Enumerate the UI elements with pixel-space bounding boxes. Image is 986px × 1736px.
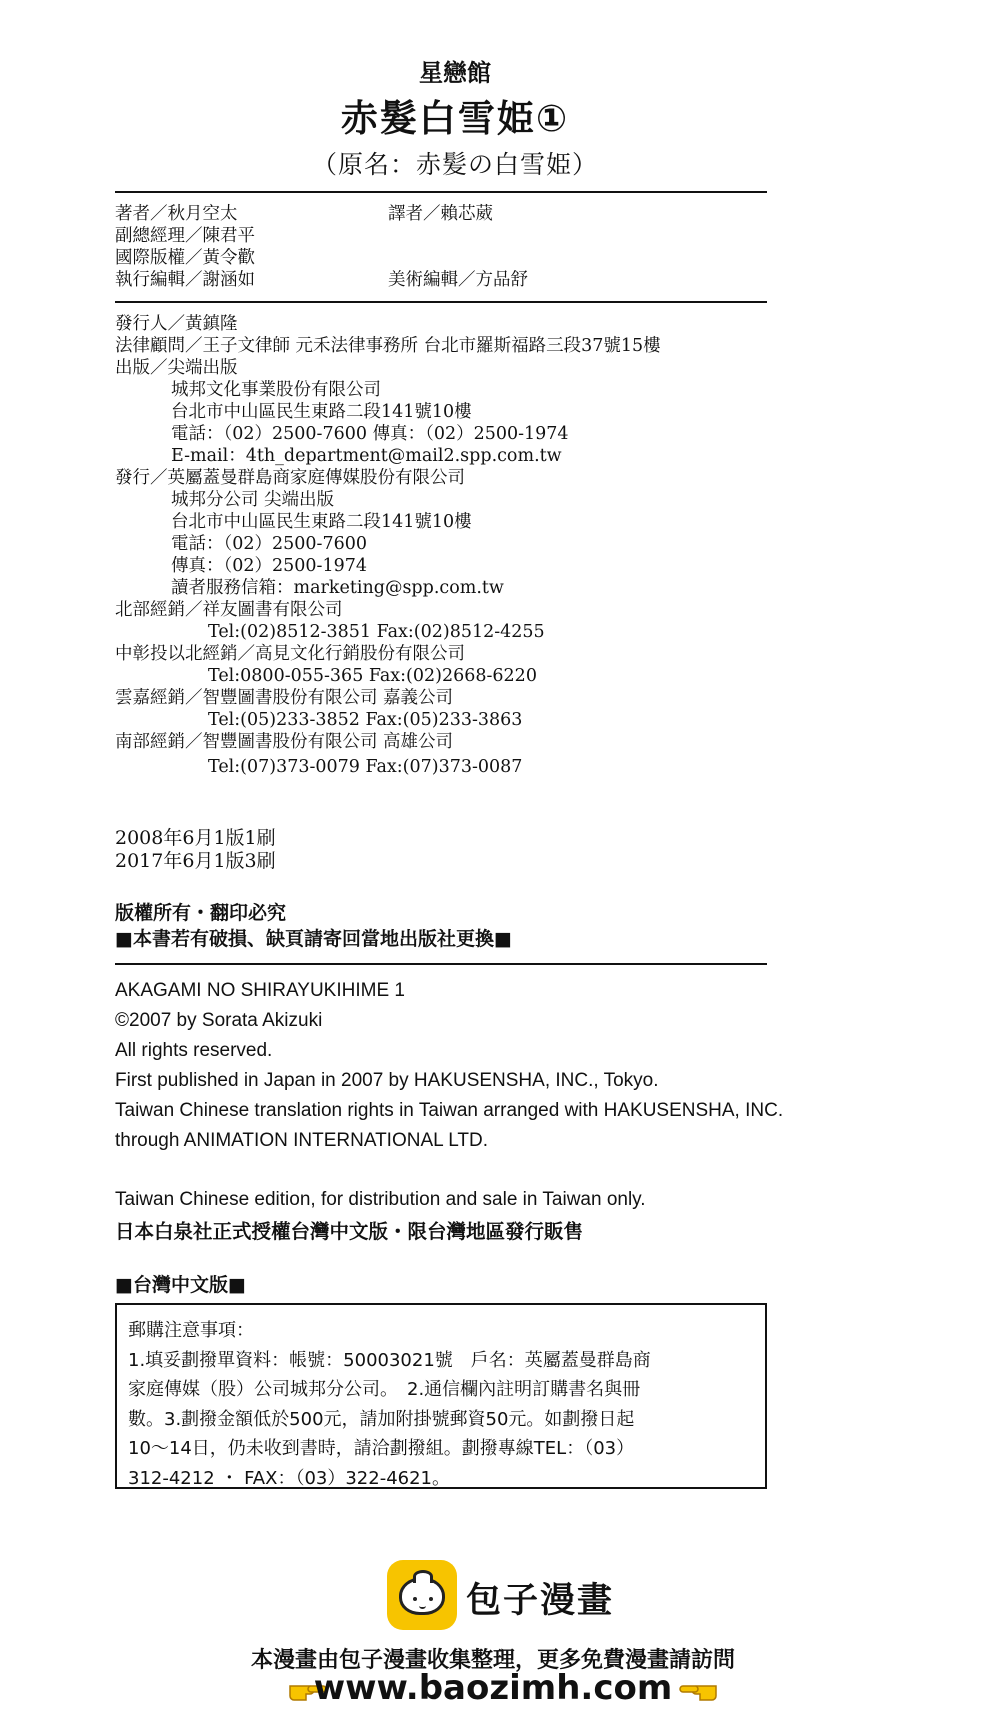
legal-advisor: 法律顧問／王子文律師 元禾法律事務所 台北市羅斯福路三段37號15樓 — [115, 336, 661, 356]
english-distribution: Taiwan Chinese edition, for distribution and sale in Taiwan only. — [115, 1189, 646, 1210]
publisher-phone: 電話：（02）2500-7600 傳真：（02）2500-1974 — [171, 424, 569, 444]
english-title: AKAGAMI NO SHIRAYUKIHIME 1 — [115, 980, 405, 1001]
mail-order-line-1: 1.填妥劃撥單資料：帳號：50003021號 戶名：英屬蓋曼群島商 — [128, 1349, 651, 1371]
publisher-name: 星戀館 — [419, 59, 491, 87]
divider — [115, 301, 767, 303]
english-translation-rights: Taiwan Chinese translation rights in Taiwan arranged with HAKUSENSHA, INC. — [115, 1100, 784, 1121]
distributor-fax: 傳真：（02）2500-1974 — [171, 556, 368, 576]
art-editor-credit: 美術編輯／方品舒 — [388, 270, 528, 290]
original-title: （原名：赤髪の白雪姫） — [311, 150, 598, 179]
third-printing: 2017年6月1版3刷 — [115, 850, 276, 872]
mail-order-line-3: 數。3.劃撥金額低於500元，請加附掛號郵資50元。如劃撥日起 — [128, 1408, 635, 1430]
north-distributor-tel: Tel:(02)8512-3851 Fax:(02)8512-4255 — [208, 622, 545, 642]
deputy-manager-credit: 副總經理／陳君平 — [115, 226, 255, 246]
book-title: 赤髮白雪姫① — [340, 97, 570, 140]
south-distributor-tel: Tel:(07)373-0079 Fax:(07)373-0087 — [208, 757, 523, 777]
divider — [115, 963, 767, 965]
mail-order-heading: 郵購注意事項： — [128, 1320, 254, 1341]
distributor-branch: 城邦分公司 尖端出版 — [171, 490, 335, 510]
central-distributor-tel: Tel:0800-055-365 Fax:(02)2668-6220 — [208, 666, 537, 686]
pointing-hand-icon — [678, 1676, 718, 1704]
mail-order-line-2: 家庭傳媒（股）公司城邦分公司。 2.通信欄內註明訂購書名與冊 — [128, 1379, 641, 1400]
author-credit: 著者／秋月空太 — [115, 204, 238, 224]
translator-credit: 譯者／賴芯葳 — [388, 204, 493, 224]
mail-order-line-5: 312-4212 ・ FAX：（03）322-4621。 — [128, 1467, 451, 1489]
yunjia-distributor-tel: Tel:(05)233-3852 Fax:(05)233-3863 — [208, 710, 523, 730]
watermark-notice: 本漫畫由包子漫畫收集整理，更多免費漫畫請訪問 — [250, 1648, 735, 1673]
distributor-phone: 電話：（02）2500-7600 — [171, 534, 368, 554]
divider — [115, 191, 767, 193]
publisher-address: 台北市中山區民生東路二段141號10樓 — [171, 402, 472, 422]
issuer: 發行人／黃鎮隆 — [115, 314, 238, 334]
english-agency: through ANIMATION INTERNATIONAL LTD. — [115, 1130, 489, 1151]
distributor-address: 台北市中山區民生東路二段141號10樓 — [171, 512, 472, 532]
south-distributor: 南部經銷／智豐圖書股份有限公司 高雄公司 — [115, 732, 454, 752]
mail-order-box — [115, 1303, 767, 1489]
copyright-reserved: 版權所有・翻印必究 — [115, 902, 287, 924]
rights-credit: 國際版權／黃令歡 — [115, 248, 255, 268]
distributor-label: 發行／英屬蓋曼群島商家庭傳媒股份有限公司 — [115, 468, 465, 488]
editor-credit: 執行編輯／謝涵如 — [115, 270, 255, 290]
publisher-email: E-mail：4th_department@mail2.spp.com.tw — [171, 446, 562, 466]
english-reserved: All rights reserved. — [115, 1040, 273, 1061]
authorization-notice: 日本白泉社正式授權台灣中文版・限台灣地區發行販售 — [115, 1220, 584, 1243]
taiwan-edition-label: ■台灣中文版■ — [115, 1274, 246, 1296]
publisher-company: 城邦文化事業股份有限公司 — [171, 380, 381, 400]
publisher-label: 出版／尖端出版 — [115, 358, 238, 378]
damage-notice: ■本書若有破損、缺頁請寄回當地出版社更換■ — [115, 928, 512, 950]
bun-icon — [387, 1560, 457, 1630]
english-first-published: First published in Japan in 2007 by HAKUSENSHA, INC., Tokyo. — [115, 1070, 659, 1091]
central-distributor: 中彰投以北經銷／高見文化行銷股份有限公司 — [115, 644, 465, 664]
mail-order-line-4: 10～14日，仍未收到書時，請洽劃撥組。劃撥專線TEL：（03） — [128, 1438, 635, 1459]
watermark-url[interactable]: www.baozimh.com — [313, 1668, 673, 1708]
reader-service-email: 讀者服務信箱：marketing@spp.com.tw — [171, 578, 504, 598]
brand-name: 包子漫畫 — [466, 1581, 615, 1621]
first-printing: 2008年6月1版1刷 — [115, 827, 276, 849]
yunjia-distributor: 雲嘉經銷／智豐圖書股份有限公司 嘉義公司 — [115, 688, 454, 708]
english-copyright: ©2007 by Sorata Akizuki — [115, 1010, 323, 1031]
north-distributor: 北部經銷／祥友圖書有限公司 — [115, 600, 343, 620]
